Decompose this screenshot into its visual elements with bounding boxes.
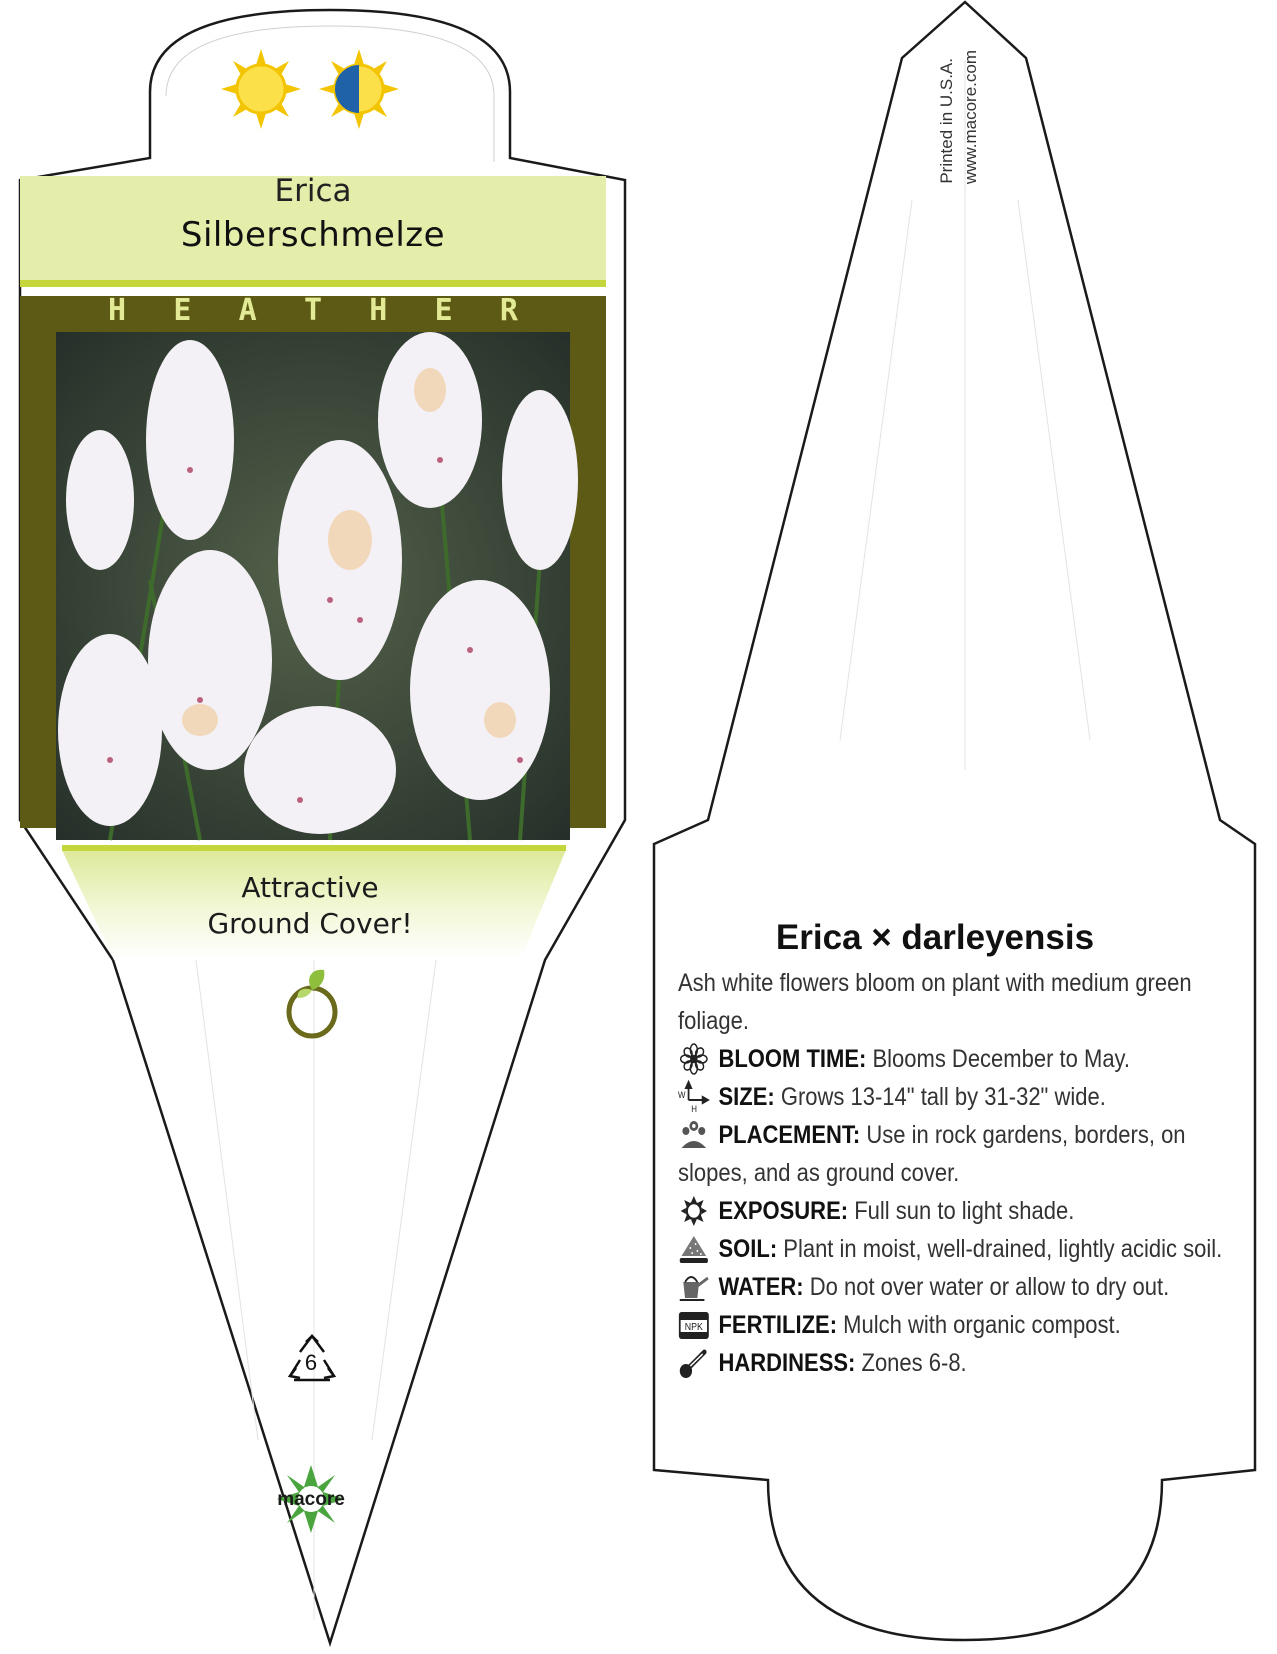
- care-label: FERTILIZE:: [718, 1311, 838, 1339]
- tagline-line2: Ground Cover!: [207, 907, 413, 940]
- watering-can-icon: [678, 1272, 710, 1302]
- botanical-name: Erica × darleyensis: [775, 918, 1095, 957]
- category-letter: R: [499, 293, 518, 328]
- category-letter: H: [369, 293, 388, 328]
- back-tag-outline: [654, 2, 1255, 1640]
- printed-in-text: Printed in U.S.A.: [937, 58, 956, 185]
- care-label: BLOOM TIME:: [718, 1045, 867, 1073]
- website-text: www.macore.com: [961, 50, 981, 185]
- svg-text:NPK: NPK: [684, 1320, 703, 1333]
- care-text: Zones 6-8.: [861, 1349, 967, 1377]
- care-soil: [678, 1230, 1238, 1268]
- care-text: Blooms December to May.: [872, 1045, 1131, 1073]
- care-text: Do not over water or allow to dry out.: [809, 1273, 1170, 1301]
- brand-name: macore: [277, 1489, 345, 1510]
- svg-text:W: W: [678, 1089, 686, 1101]
- care-label: SOIL:: [718, 1235, 778, 1263]
- category-label: [108, 293, 518, 328]
- size-icon: [678, 1082, 710, 1115]
- soil-icon: [678, 1234, 710, 1264]
- care-fertilize: [678, 1306, 1238, 1344]
- care-placement: [678, 1116, 1238, 1192]
- care-text: Use in rock gardens, borders, on slopes, and as ground cover.: [678, 1121, 1186, 1187]
- plant-photo: [56, 332, 578, 840]
- plant-description: Ash white flowers bloom on plant with medium green foliage.: [678, 969, 1192, 1035]
- flower-icon: [678, 1044, 710, 1074]
- category-letter: T: [303, 293, 322, 328]
- part-sun-icon: [316, 46, 402, 132]
- care-water: [678, 1268, 1238, 1306]
- care-hardiness: [678, 1344, 1238, 1382]
- back-tag: [640, 0, 1277, 1654]
- category-letter: E: [434, 293, 453, 328]
- category-letter: A: [238, 293, 257, 328]
- seed-logo-icon: [284, 966, 340, 1040]
- tagline-line1: Attractive: [241, 871, 379, 904]
- care-label: EXPOSURE:: [718, 1197, 849, 1225]
- care-size: [678, 1078, 1238, 1116]
- care-text: Grows 13-14" tall by 31-32" wide.: [780, 1083, 1106, 1111]
- care-text: Mulch with organic compost.: [843, 1311, 1121, 1339]
- placement-icon: [678, 1120, 710, 1150]
- category-letter: H: [108, 293, 127, 328]
- recycle-code: 6: [304, 1350, 318, 1375]
- sun-outline-icon: [678, 1196, 710, 1226]
- care-label: SIZE:: [718, 1083, 775, 1111]
- title-divider: [20, 280, 606, 287]
- care-text: Full sun to light shade.: [854, 1197, 1075, 1225]
- care-label: PLACEMENT:: [718, 1121, 861, 1149]
- svg-text:H: H: [691, 1103, 697, 1115]
- full-sun-icon: [218, 46, 304, 132]
- tagline-band: [62, 850, 566, 960]
- care-label: HARDINESS:: [718, 1349, 856, 1377]
- care-exposure: [678, 1192, 1238, 1230]
- print-info: [937, 50, 987, 210]
- care-bloom-time: [678, 1040, 1238, 1078]
- care-label: WATER:: [718, 1273, 804, 1301]
- category-letter: E: [173, 293, 192, 328]
- plant-cultivar: Silberschmelze: [180, 215, 446, 255]
- fertilizer-icon: [678, 1310, 710, 1340]
- thermometer-icon: [678, 1348, 710, 1378]
- care-instructions: [678, 964, 1238, 1382]
- care-text: Plant in moist, well-drained, lightly acidic soil.: [783, 1235, 1223, 1263]
- plant-genus: Erica: [274, 173, 352, 209]
